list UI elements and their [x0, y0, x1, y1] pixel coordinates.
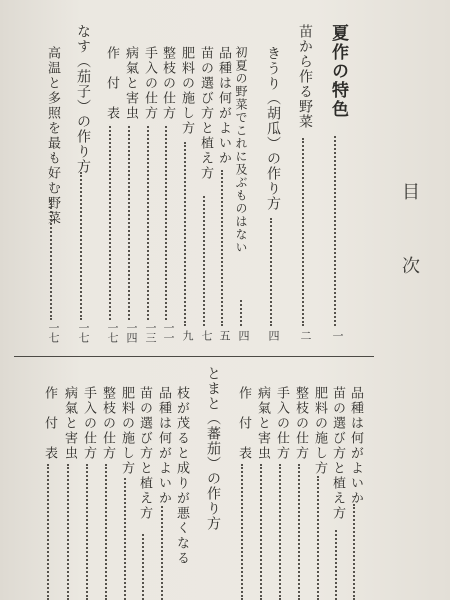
- toc-item: 病氣と害虫: [123, 46, 138, 121]
- page-number: 一七: [77, 322, 90, 342]
- toc-item: 病氣と害虫: [255, 386, 270, 461]
- toc-item: 高温と多照を最も好む野菜: [45, 46, 60, 226]
- leader-dots: [241, 464, 243, 600]
- page-number: 二: [299, 330, 312, 340]
- chapter-title: きうり（胡瓜）の作り方: [265, 46, 281, 211]
- leader-dots: [50, 200, 52, 320]
- toc-item: 整枝の仕方: [293, 386, 308, 461]
- leader-dots: [147, 126, 149, 320]
- page-number: 九: [181, 330, 194, 340]
- page-number: 一四: [125, 322, 138, 342]
- toc-item: 肥料の施し方: [312, 386, 327, 476]
- leader-dots: [47, 464, 49, 600]
- leader-dots: [298, 464, 300, 600]
- toc-item: 手入の仕方: [142, 46, 157, 121]
- leader-dots: [67, 464, 69, 600]
- leader-dots: [317, 476, 319, 600]
- toc-item: 苗の選び方と植え方: [137, 386, 152, 521]
- leader-dots: [109, 126, 111, 320]
- page-number: 七: [200, 330, 213, 340]
- leader-dots: [80, 172, 82, 320]
- leader-dots: [302, 138, 304, 326]
- page-number: 一七: [106, 322, 119, 342]
- chapter-title: なす（茄子）の作り方: [75, 24, 91, 174]
- toc-item: 作 付 表: [42, 386, 57, 461]
- leader-dots: [260, 464, 262, 600]
- sub-heading: 苗から作る野菜: [297, 24, 313, 129]
- leader-dots: [279, 464, 281, 600]
- leader-dots: [221, 170, 223, 326]
- page-number: 一: [331, 330, 344, 340]
- leader-dots: [334, 136, 336, 326]
- page-number: 一三: [144, 322, 157, 342]
- toc-item: 手入の仕方: [274, 386, 289, 461]
- toc-item: 品種は何がよいか: [348, 386, 363, 506]
- toc-item: 品種は何がよいか: [156, 386, 171, 506]
- toc-item: 肥料の施し方: [179, 46, 194, 136]
- toc-item: 品種は何がよいか: [216, 46, 231, 166]
- leader-dots: [165, 126, 167, 320]
- page-number: 四: [267, 330, 280, 340]
- page-number: 五: [218, 330, 231, 340]
- toc-item: 初夏の野菜でこれに及ぶものはない: [234, 46, 248, 254]
- chapter-title: とまと（蕃茄）の作り方: [205, 366, 221, 531]
- toc-item: 枝が茂ると成りが悪くなる: [174, 386, 189, 566]
- section-divider: [14, 356, 374, 357]
- leader-dots: [105, 464, 107, 600]
- toc-item: 作 付 表: [236, 386, 251, 461]
- page-number: 一七: [47, 322, 60, 342]
- toc-item: 病氣と害虫: [62, 386, 77, 461]
- leader-dots: [124, 478, 126, 600]
- toc-item: 苗の選び方と植え方: [330, 386, 345, 521]
- toc-title-first: 目: [402, 182, 420, 203]
- leader-dots: [86, 464, 88, 600]
- leader-dots: [335, 530, 337, 600]
- toc-item: 苗の選び方と植え方: [198, 46, 213, 181]
- leader-dots: [240, 300, 242, 326]
- toc-item: 作 付 表: [104, 46, 119, 121]
- toc-item: 肥料の施し方: [119, 386, 134, 476]
- toc-item: 整枝の仕方: [160, 46, 175, 121]
- page-number: 四: [237, 330, 250, 340]
- leader-dots: [270, 218, 272, 326]
- leader-dots: [184, 142, 186, 326]
- page-number: 一一: [162, 322, 175, 342]
- leader-dots: [353, 504, 355, 600]
- section-heading: 夏作の特色: [328, 24, 348, 119]
- leader-dots: [161, 506, 163, 600]
- leader-dots: [128, 126, 130, 320]
- toc-item: 手入の仕方: [81, 386, 96, 461]
- toc-item: 整枝の仕方: [100, 386, 115, 461]
- leader-dots: [203, 196, 205, 326]
- leader-dots: [142, 534, 144, 600]
- toc-title-second: 次: [402, 256, 420, 277]
